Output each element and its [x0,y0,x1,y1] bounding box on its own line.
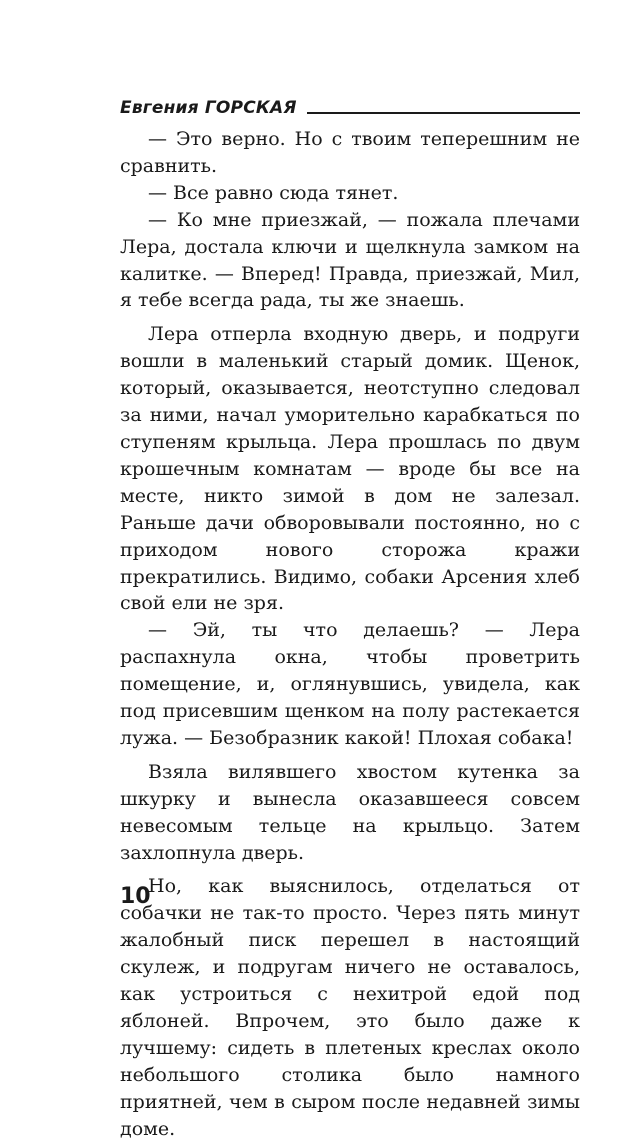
paragraph: Взяла вилявшего хвостом кутенка за шкурку и вынесла оказавшееся совсем невесомым тельце на крыльцо. Затем захлопнула дверь. [120,760,580,864]
body-text [120,126,580,1143]
running-header [120,90,580,118]
paragraph: Но, как выяснилось, отделаться от собачки не так-то просто. Через пять минут жалобный писк перешел в настоящий скулеж, и подругам ничего не оставалось, как устроиться с нехитрой едой под яблоней. Впрочем, это было даже к лучшему: сидеть в плетеных креслах около небольшого столика было намного приятней, чем в сыром после недавней зимы доме. [120,875,580,1140]
page-number: 10 [120,884,151,909]
paragraph: — Ко мне приезжай, — пожала плечами Лера, достала ключи и щелкнула замком на калитке. — Вперед! Правда, приезжай, Мил, я тебе всегда рада, ты же знаешь. [120,208,580,312]
header-rule [307,112,580,114]
paragraph: — Это верно. Но с твоим теперешним не сравнить. [120,128,580,177]
author-name: Евгения ГОРСКАЯ [120,98,297,118]
paragraph: Лера отперла входную дверь, и подруги вошли в маленький старый домик. Щенок, который, оказывается, неотступно следовал за ними, начал уморительно карабкаться по ступеням крыльца. Лера прошлась по двум крошечным комнатам — вроде бы все на месте, никто зимой в дом не залезал. Раньше дачи обворовывали постоянно, но с приходом нового сторожа кражи прекратились. Видимо, собаки Арсения хлеб свой ели не зря. [120,323,580,615]
paragraph: — Эй, ты что делаешь? — Лера распахнула окна, чтобы проветрить помещение, и, оглянувшись, увидела, как под присевшим щенком на полу растекается лужа. — Безобразник какой! Плохая собака! [120,619,580,749]
paragraph: — Все равно сюда тянет. [148,181,399,204]
